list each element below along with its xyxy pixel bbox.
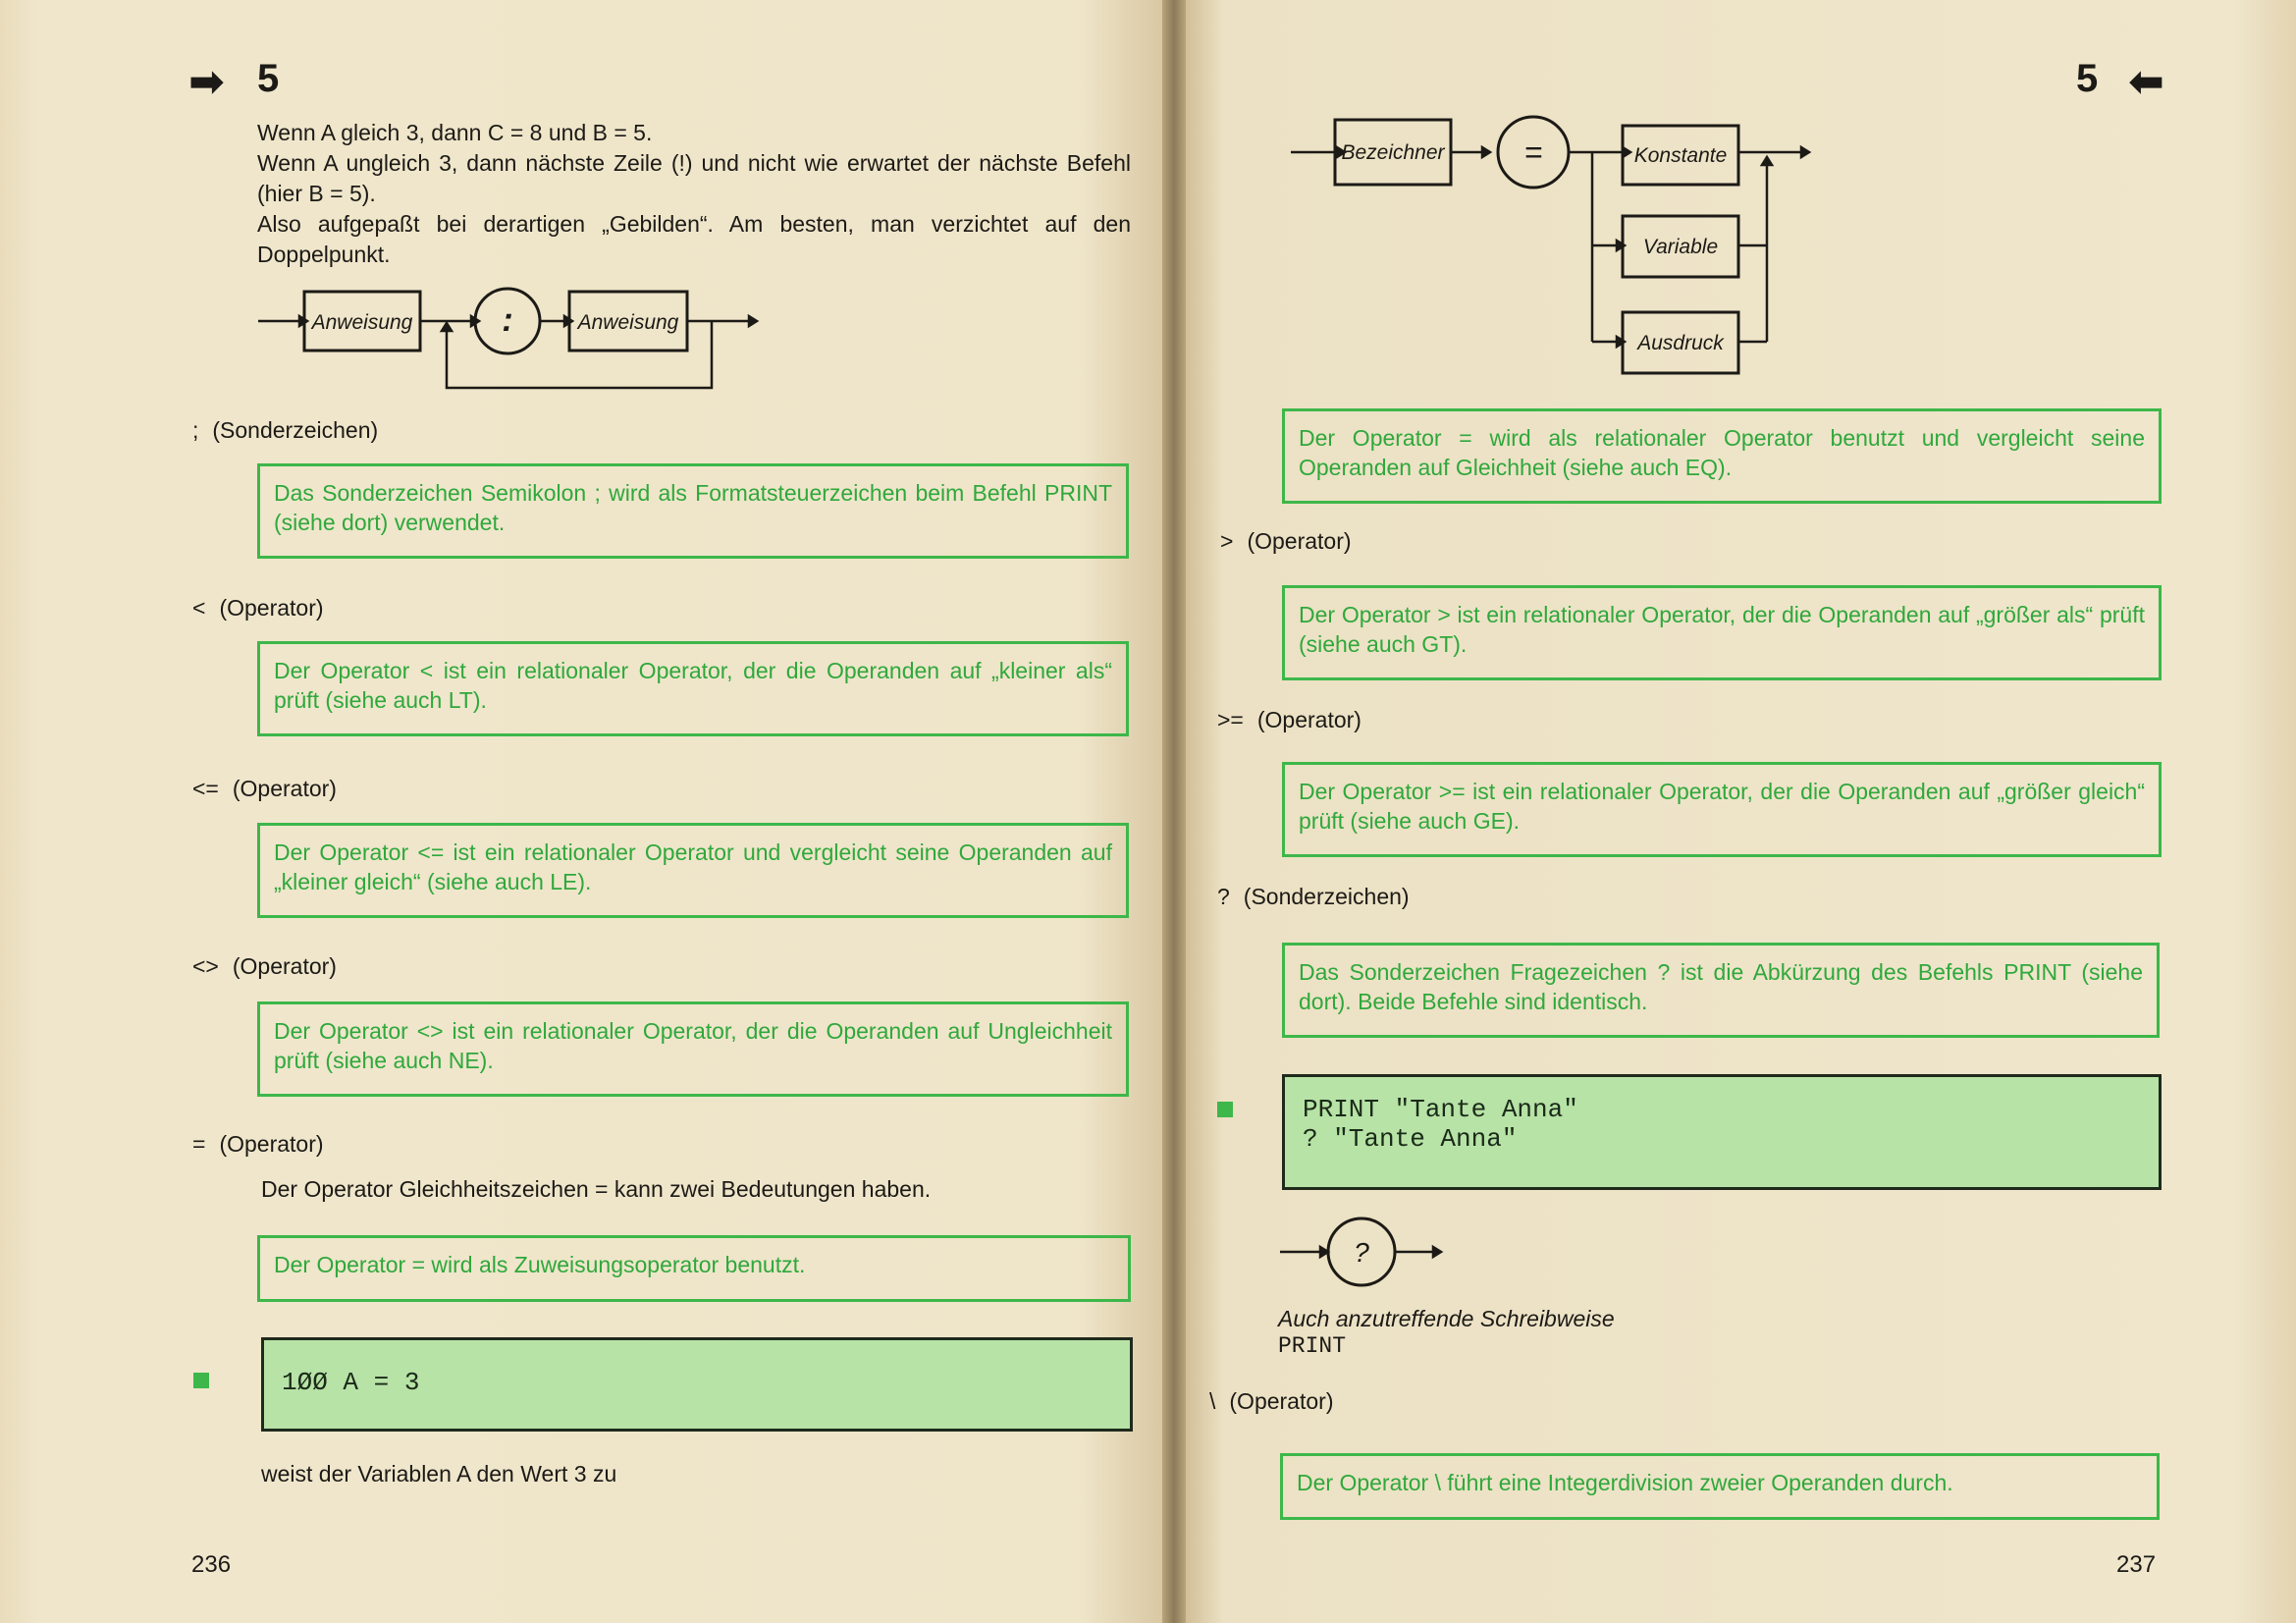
entry-category: (Operator) <box>232 953 337 979</box>
entry-category: (Operator) <box>232 776 337 801</box>
statement-syntax-diagram <box>250 280 780 398</box>
entry-category: (Sonderzeichen) <box>1243 884 1410 909</box>
entry-category: (Operator) <box>219 1131 324 1157</box>
entry-symbol: = <box>192 1131 206 1157</box>
page-number-right: 237 <box>2116 1551 2157 1578</box>
definition-box-less-than: Der Operator < ist ein relationaler Operator, der die Operanden auf „kleiner als“ prüft (siehe auch LT). <box>257 641 1129 736</box>
diagram-box-constant: Konstante <box>1633 144 1728 167</box>
entry-symbol: <= <box>192 776 219 801</box>
entry-category: (Operator) <box>1256 707 1362 732</box>
intro-text <box>257 118 1131 270</box>
entry-category: (Sonderzeichen) <box>212 417 379 443</box>
definition-box-semicolon: Das Sonderzeichen Semikolon ; wird als Formatsteuerzeichen beim Befehl PRINT (siehe dort) verwendet. <box>257 463 1129 559</box>
intro-line: Wenn A gleich 3, dann C = 8 und B = 5. <box>257 120 653 145</box>
diagram-box-expression: Ausdruck <box>1637 332 1724 354</box>
diagram-box-statement-1: Anweisung <box>311 311 413 334</box>
code-example-assignment: 1ØØ A = 3 <box>261 1337 1133 1432</box>
entry-heading-greater-than <box>1220 526 1352 556</box>
definition-box-assignment: Der Operator = wird als Zuweisungsoperator benutzt. <box>257 1235 1131 1302</box>
entry-symbol: ; <box>192 417 199 443</box>
chapter-arrow-left-icon: ⬅ <box>2128 58 2164 106</box>
intro-line: Also aufgepaßt bei derartigen „Gebilden“. Am besten, man verzichtet auf den Doppelpunkt. <box>257 211 1131 267</box>
entry-heading-semicolon <box>192 415 378 445</box>
diagram-colon: : <box>502 301 513 339</box>
alternative-notation-value: PRINT <box>1278 1333 1347 1359</box>
entry-symbol: \ <box>1209 1388 1216 1414</box>
entry-category: (Operator) <box>219 595 324 621</box>
code-explanation: weist der Variablen A den Wert 3 zu <box>261 1461 617 1487</box>
definition-box-greater-than: Der Operator > ist ein relationaler Operator, der die Operanden auf „größer als“ prüft (siehe auch GT). <box>1282 585 2162 680</box>
assignment-syntax-diagram <box>1286 108 1836 383</box>
definition-box-relational-equals: Der Operator = wird als relationaler Operator benutzt und vergleicht seine Operanden auf Gleichheit (siehe auch EQ). <box>1282 408 2162 504</box>
entry-heading-question-mark <box>1217 882 1410 911</box>
entry-symbol: <> <box>192 953 219 979</box>
entry-symbol: < <box>192 595 206 621</box>
diagram-box-variable: Variable <box>1642 236 1719 258</box>
entry-heading-backslash <box>1209 1386 1333 1416</box>
chapter-arrow-right-icon: ➡ <box>188 58 225 106</box>
diagram-equals: = <box>1523 135 1543 170</box>
definition-box-question-mark: Das Sonderzeichen Fragezeichen ? ist die Abkürzung des Befehls PRINT (siehe dort). Beide Befehle sind identisch. <box>1282 943 2160 1038</box>
diagram-box-identifier: Bezeichner <box>1341 141 1445 164</box>
alternative-notation-label: Auch anzutreffende Schreibweise <box>1278 1306 1615 1331</box>
chapter-number-right: 5 <box>2076 57 2099 100</box>
question-syntax-diagram <box>1276 1213 1453 1291</box>
diagram-box-statement-2: Anweisung <box>577 311 679 334</box>
entry-symbol: >= <box>1217 707 1244 732</box>
intro-line: Wenn A ungleich 3, dann nächste Zeile (!) und nicht wie erwartet der nächste Befehl (hier B = 5). <box>257 150 1131 206</box>
entry-symbol: ? <box>1217 884 1230 909</box>
entry-heading-less-equal <box>192 774 337 803</box>
entry-symbol: > <box>1220 528 1234 554</box>
example-marker <box>193 1373 209 1388</box>
entry-heading-not-equal <box>192 951 337 981</box>
entry-category: (Operator) <box>1229 1388 1334 1414</box>
code-example-print: PRINT "Tante Anna" ? "Tante Anna" <box>1282 1074 2162 1190</box>
equals-description: Der Operator Gleichheitszeichen = kann zwei Bedeutungen haben. <box>261 1176 932 1202</box>
definition-box-greater-equal: Der Operator >= ist ein relationaler Operator, der die Operanden auf „größer gleich“ prüft (siehe auch GE). <box>1282 762 2162 857</box>
chapter-number: 5 <box>257 57 280 100</box>
definition-box-backslash: Der Operator \ führt eine Integerdivision zweier Operanden durch. <box>1280 1453 2160 1520</box>
entry-heading-equals <box>192 1129 324 1159</box>
entry-category: (Operator) <box>1247 528 1352 554</box>
example-marker <box>1217 1102 1233 1117</box>
page-number-left: 236 <box>191 1551 232 1578</box>
entry-heading-greater-equal <box>1217 705 1362 734</box>
book-spine <box>1162 0 1186 1623</box>
diagram-question-mark: ? <box>1354 1237 1369 1268</box>
definition-box-not-equal: Der Operator <> ist ein relationaler Operator, der die Operanden auf Ungleichheit prüft (siehe auch NE). <box>257 1001 1129 1097</box>
definition-box-less-equal: Der Operator <= ist ein relationaler Operator und vergleicht seine Operanden auf „kleiner gleich“ (siehe auch LE). <box>257 823 1129 918</box>
entry-heading-less-than <box>192 593 324 622</box>
